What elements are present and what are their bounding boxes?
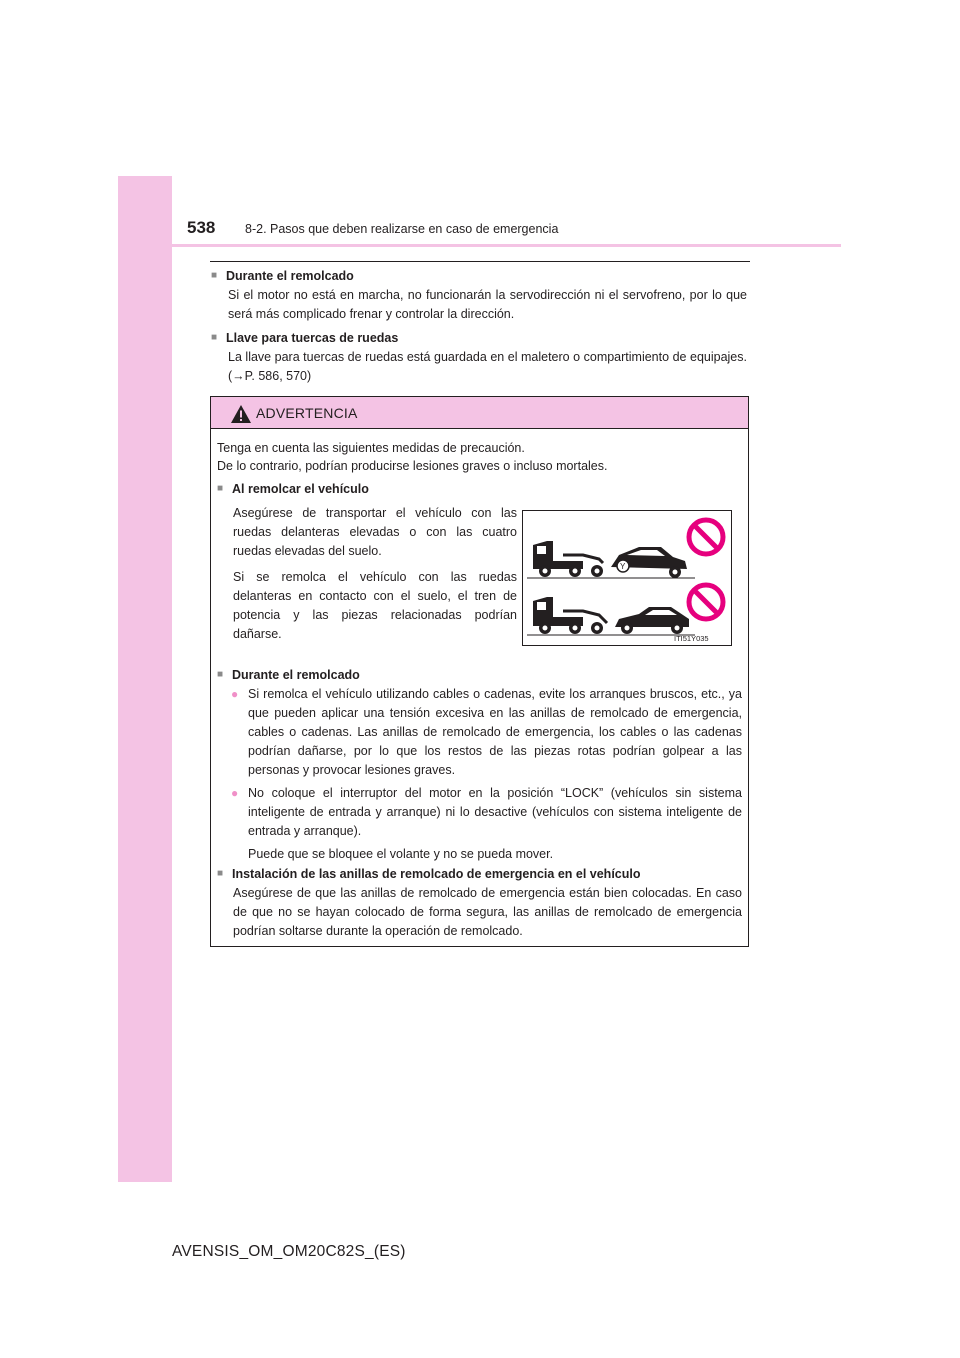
towing-diagram [523,511,731,645]
header-rule [172,244,841,247]
towing-illustration [522,510,732,646]
content-rule [210,261,750,262]
bullet-engine-switch-note: Puede que se bloquee el volante y no se pueda mover. [248,847,554,861]
section-towing-p2: Si se remolca el vehículo con las ruedas delanteras en contacto con el suelo, el tren de potencia y las piezas relacionadas podrían dañarse. [233,570,517,641]
page-number: 538 [187,218,216,237]
section-installation-text: Asegúrese de que las anillas de remolcado de emergencia están bien colocadas. En caso de que no se hayan colocado de forma segura, las anillas de remolcado de emergencia podrían soltarse durante la operación de remolcado. [233,886,742,938]
note-text: Si el motor no está en marcha, no funcionarán la servodirección ni el servofreno, por lo que será más complicado frenar y controlar la dirección. [228,288,747,321]
note-wheel-wrench [211,331,747,386]
warning-header [211,397,748,429]
section-title: 8-2. Pasos que deben realizarse en caso de emergencia [245,222,559,236]
bullet-cables: ● Si remolca el vehículo utilizando cables o cadenas, evite los arranques bruscos, etc., ya que pueden aplicar una tensión excesiva en las anillas de remolcado de emergencia, cables o cadenas. Las anillas de remolcado de emergencia, los cables o las cadenas podrían dañarse, por lo que los restos de las piezas rotas podrían golpear a las personas y provocar lesiones graves. [217,685,742,780]
section-installation-title: ■ Instalación de las anillas de remolcado de emergencia en el vehículo [217,867,742,881]
prohibited-icon [689,585,723,619]
figure-code: ITI51Y035 [674,634,709,643]
note-title: ■ Llave para tuercas de ruedas [211,331,747,345]
side-color-band [118,176,172,1182]
section-towing-p1: Asegúrese de transportar el vehículo con las ruedas delanteras elevadas o con las cuatro ruedas elevadas del suelo. [233,506,517,558]
bullet-engine-switch: ● No coloque el interruptor del motor en la posición “LOCK” (vehículos sin sistema inteligente de entrada y arranque) ni lo desactive (vehículos con sistema inteligente de entrada y arranque). [217,784,742,841]
prohibited-icon [689,520,723,554]
towed-car-bottom [615,607,689,634]
note-text: La llave para tuercas de ruedas está guardada en el maletero o compartimiento de equipajes. (→P. 586, 570) [228,350,747,383]
warning-title: ADVERTENCIA [256,405,358,421]
note-title: ■ Durante el remolcado [211,269,747,283]
svg-text:Y: Y [620,562,626,571]
warning-box [210,396,749,947]
section-during-towing-title: ■ Durante el remolcado [217,668,742,682]
section-towing-title: ■ Al remolcar el vehículo [217,482,742,496]
warning-triangle-icon [230,404,252,424]
warning-intro-2: De lo contrario, podrían producirse lesiones graves o incluso mortales. [217,459,608,473]
note-towing [211,269,747,324]
warning-intro-1: Tenga en cuenta las siguientes medidas de precaución. [217,441,525,455]
footer-doc-code: AVENSIS_OM_OM20C82S_(ES) [172,1243,406,1260]
towed-car-top [611,547,687,578]
